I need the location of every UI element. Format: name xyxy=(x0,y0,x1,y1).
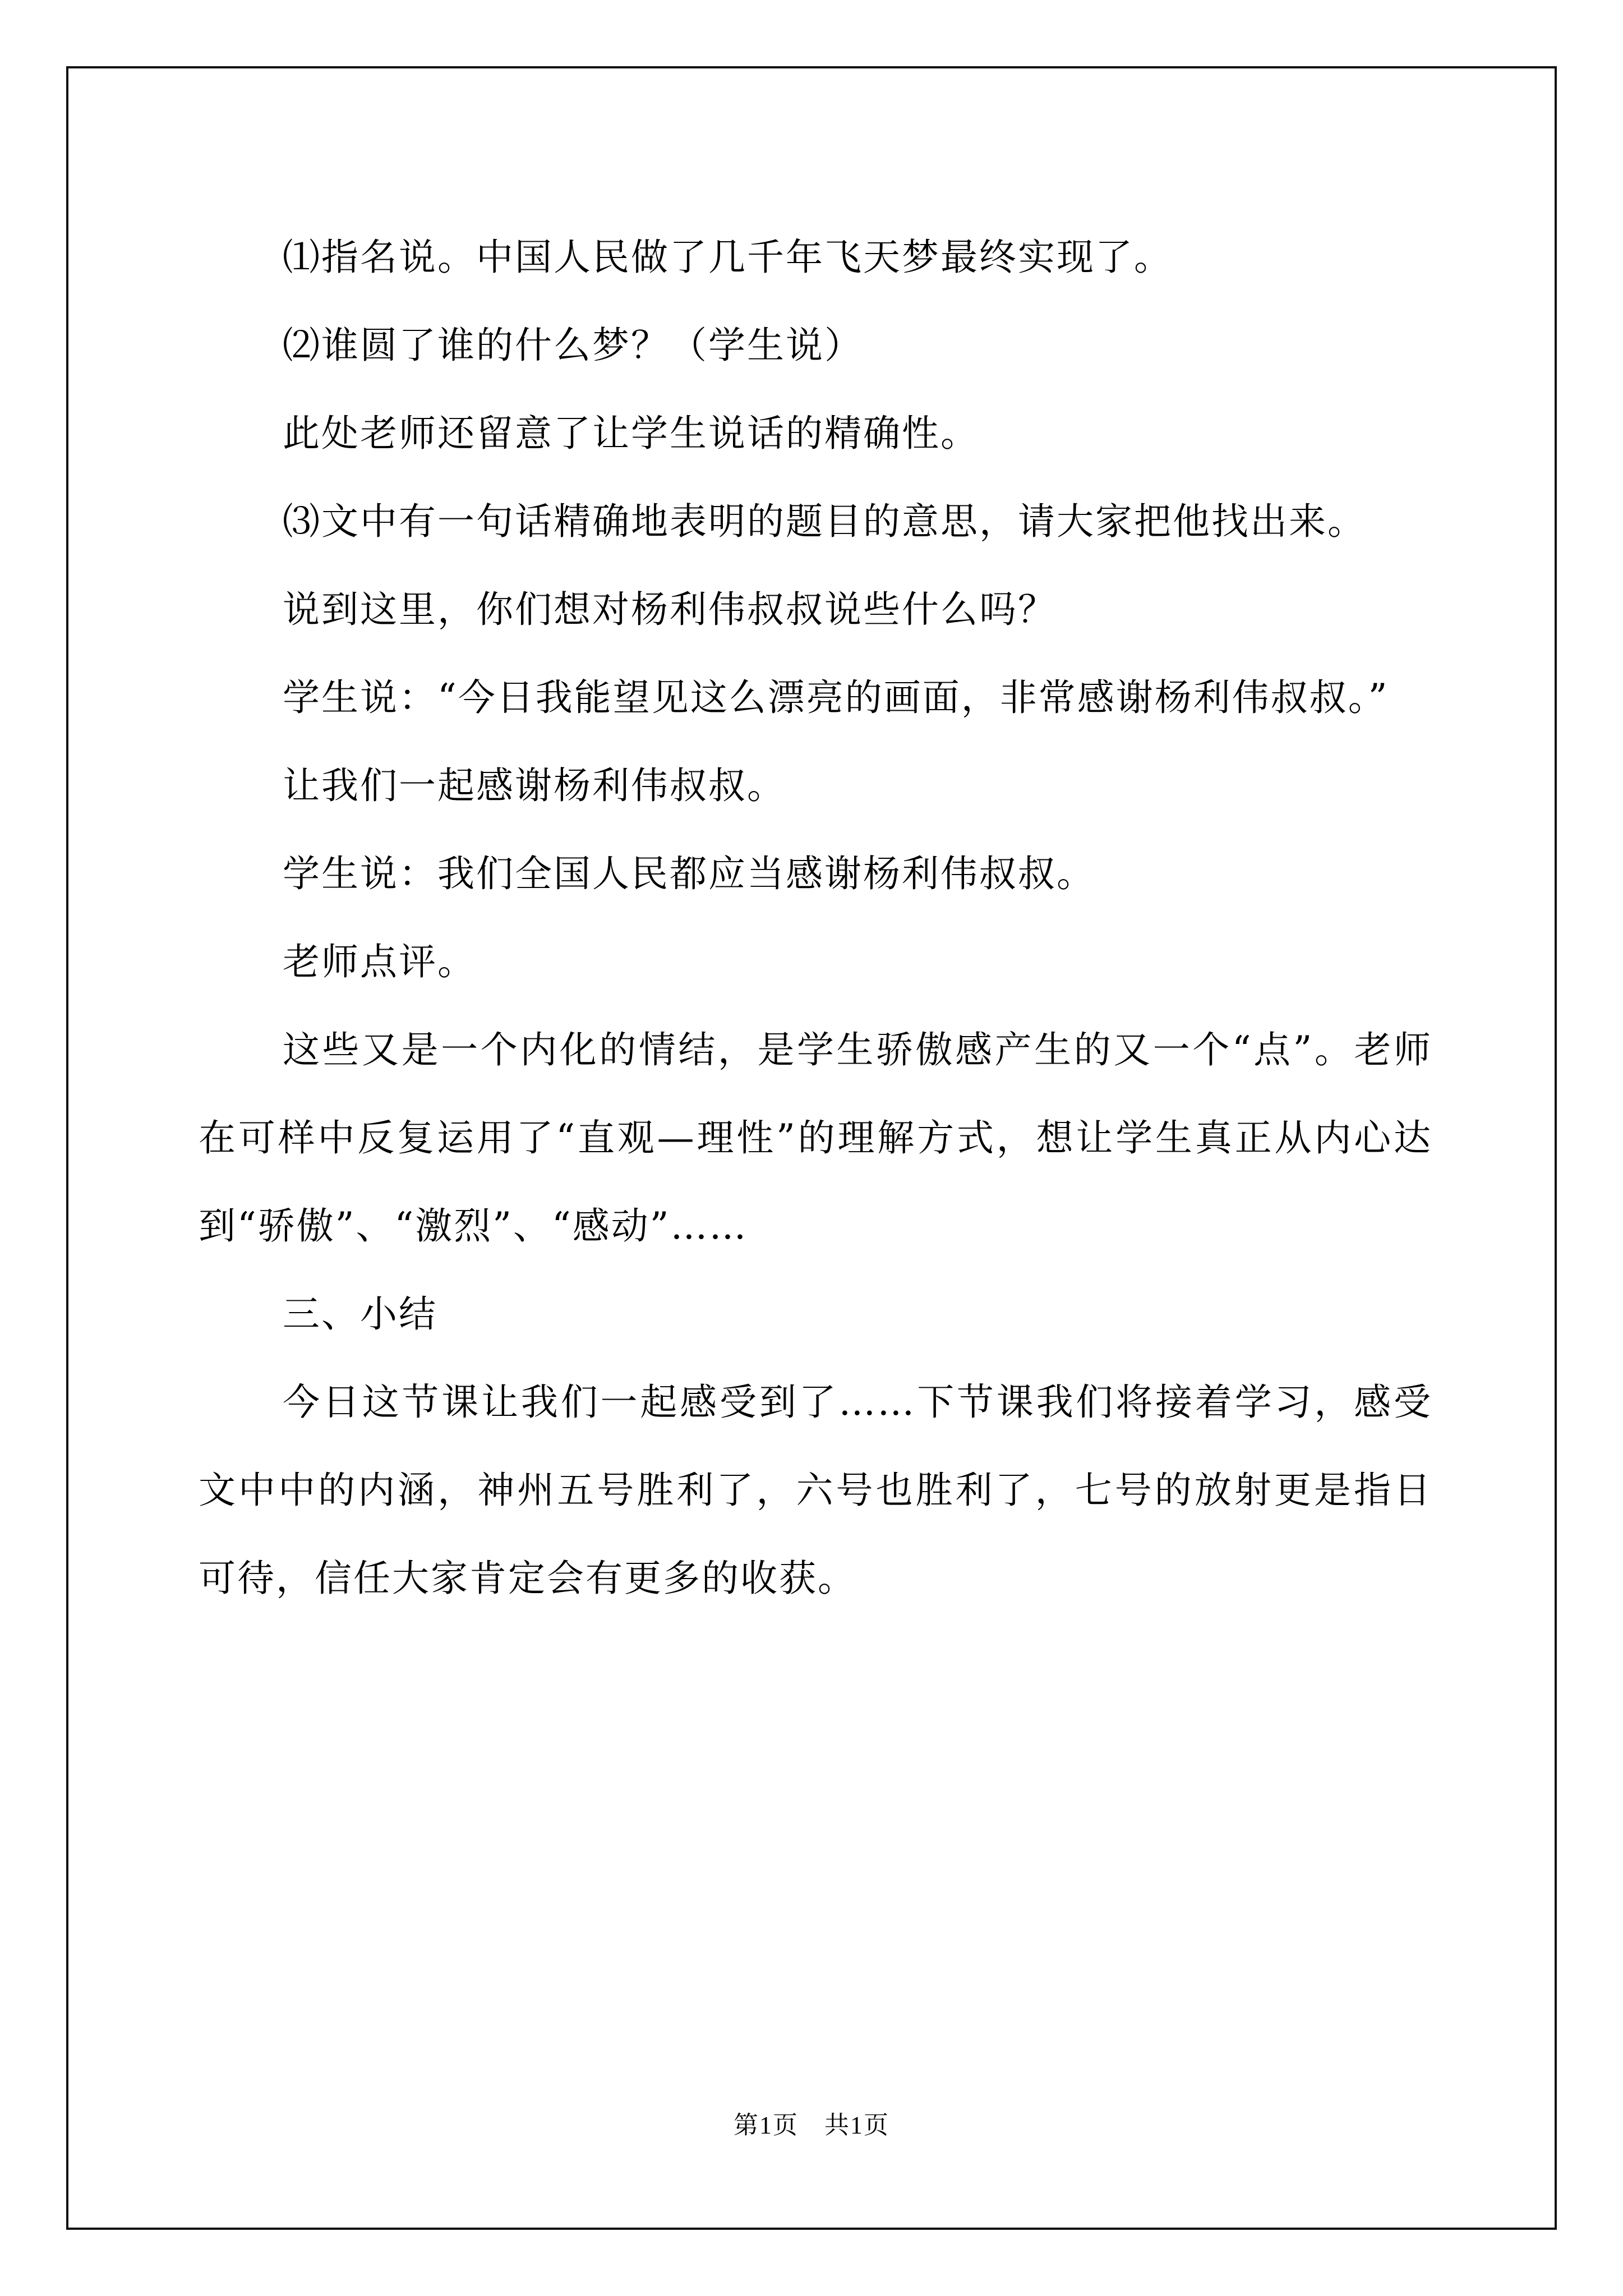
paragraph: 今日这节课让我们一起感受到了……下节课我们将接着学习，感受文中中的内涵，神州五号胜利了，六号也胜利了，七号的放射更是指日可待，信任大家肯定会有更多的收获。 xyxy=(199,1381,1432,1600)
paragraph: 老师点评。 xyxy=(283,940,476,983)
paragraph: 说到这里，你们想对杨利伟叔叔说些什么吗？ xyxy=(283,588,1057,631)
paragraph: ⑵谁圆了谁的什么梦？（学生说） xyxy=(283,324,863,367)
section-heading: 三、小结 xyxy=(283,1292,437,1336)
paragraph: 学生说：“今日我能望见这么漂亮的画面，非常感谢杨利伟叔叔。” xyxy=(283,676,1389,719)
paragraph: ⑴指名说。中国人民做了几千年飞天梦最终实现了。 xyxy=(283,236,1173,279)
page-footer: 第1页 共1页 xyxy=(734,2111,889,2139)
paragraph: ⑶文中有一句话精确地表明的题目的意思，请大家把他找出来。 xyxy=(283,500,1366,543)
paragraph: 让我们一起感谢杨利伟叔叔。 xyxy=(283,764,786,807)
paragraph: 这些又是一个内化的情结，是学生骄傲感产生的又一个“点”。老师在可样中反复运用了“直观—理性”的理解方式，想让学生真正从内心达到“骄傲”、“激烈”、“感动”…… xyxy=(199,1028,1432,1248)
document-body xyxy=(199,213,1432,1622)
paragraph: 学生说：我们全国人民都应当感谢杨利伟叔叔。 xyxy=(283,852,1095,895)
paragraph: 此处老师还留意了让学生说话的精确性。 xyxy=(283,412,979,455)
